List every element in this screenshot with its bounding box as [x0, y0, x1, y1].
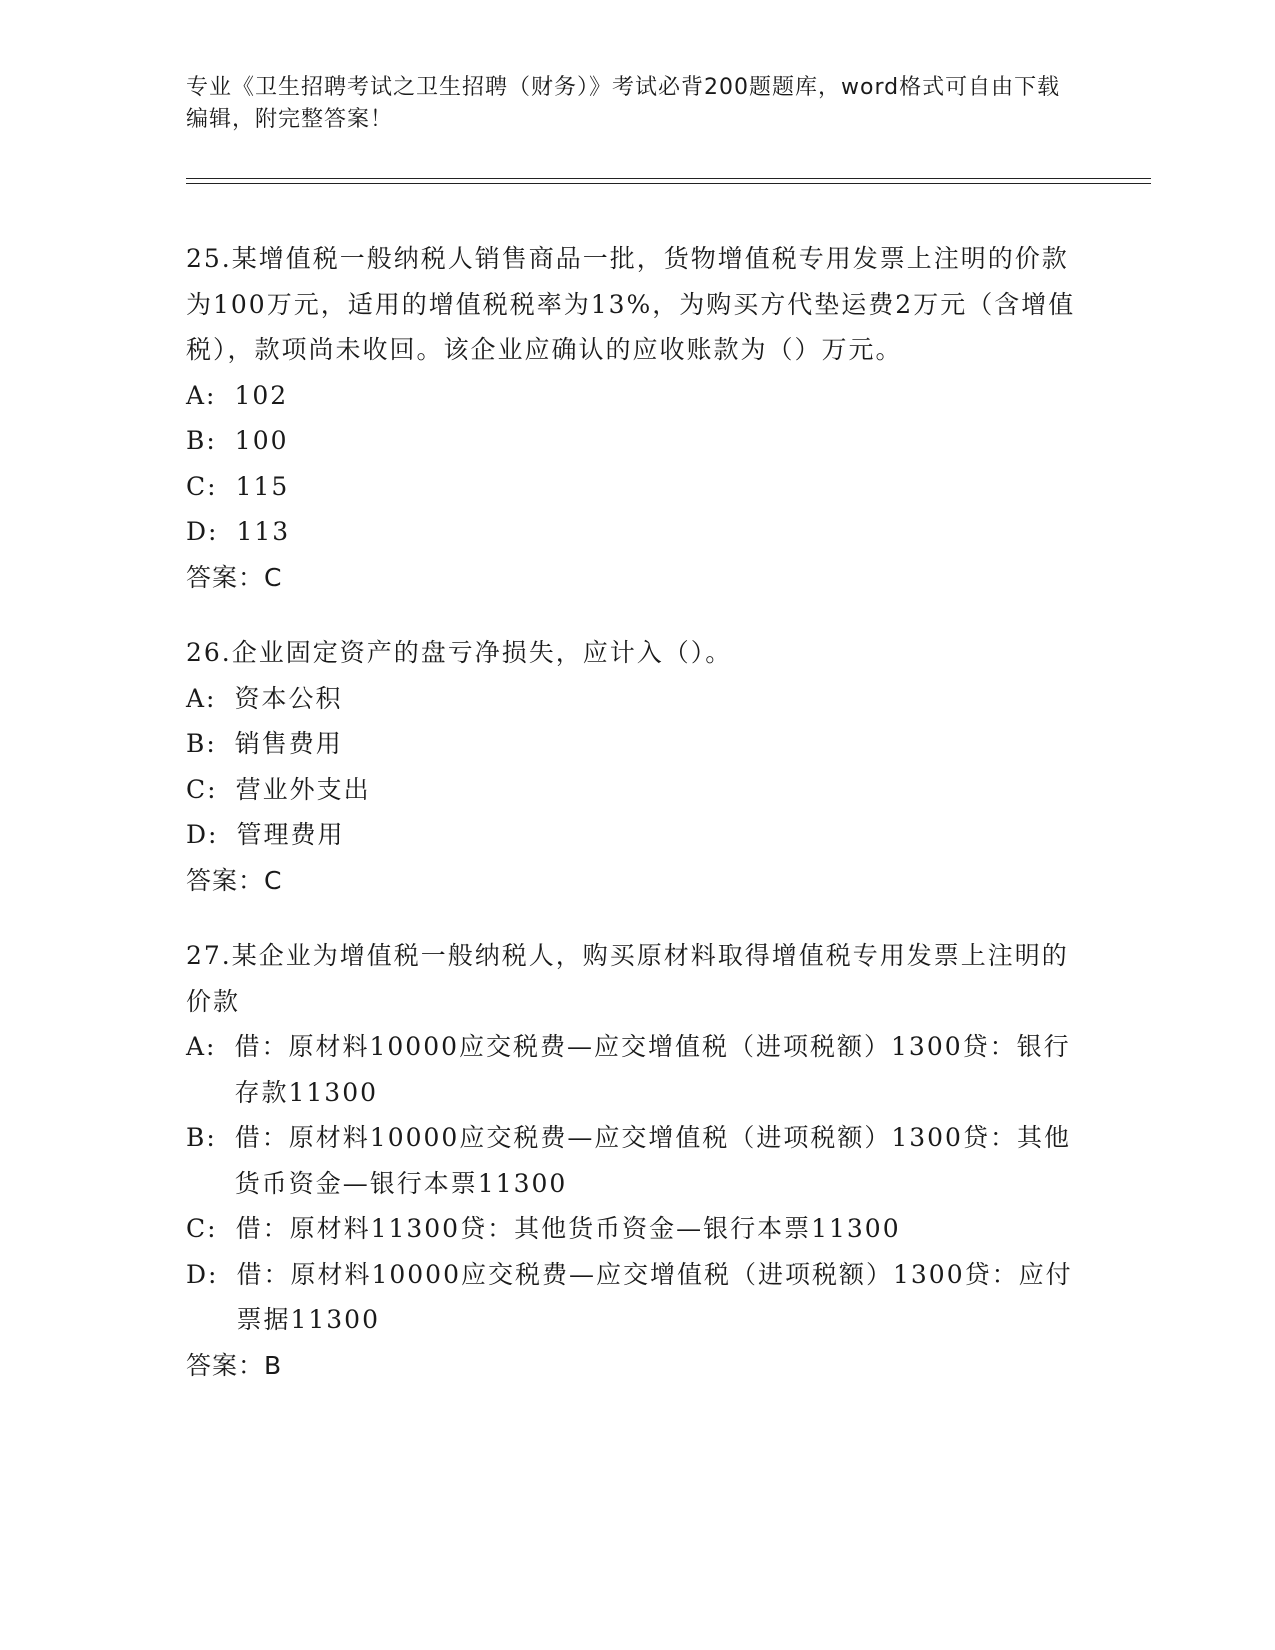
option-key: D:: [186, 517, 219, 546]
question-26: [186, 630, 1086, 903]
option-key: A:: [186, 683, 217, 713]
question-25: [186, 236, 1086, 600]
option-text: 营业外支出: [235, 774, 371, 804]
option-c: [186, 1206, 1086, 1252]
option-text: 借：原材料10000应交税费—应交增值税（进项税额）1300贷：银行存款11300: [234, 1032, 1071, 1107]
option-text: 管理费用: [236, 820, 345, 849]
answer-line: 答案：C: [186, 562, 283, 592]
option-c: [186, 464, 1086, 510]
option-key: C:: [186, 1214, 218, 1243]
answer-line: 答案：C: [186, 865, 283, 895]
option-text: 借：原材料11300贷：其他货币资金—银行本票11300: [235, 1214, 901, 1243]
option-d: [186, 812, 1086, 858]
question-list: [186, 236, 1086, 1418]
option-text: 借：原材料10000应交税费—应交增值税（进项税额）1300贷：其他货币资金—银行本票11300: [234, 1123, 1071, 1198]
option-text: 销售费用: [234, 729, 343, 758]
option-key: A:: [186, 1032, 217, 1061]
option-key: D:: [186, 820, 219, 849]
header-divider-top: [186, 178, 1151, 179]
option-key: B:: [186, 426, 217, 455]
option-text: 资本公积: [234, 683, 343, 713]
question-27: [186, 933, 1086, 1388]
option-b: [186, 721, 1086, 767]
option-a: [186, 1024, 1086, 1115]
question-stem: 27.某企业为增值税一般纳税人，购买原材料取得增值税专用发票上注明的价款: [186, 941, 1069, 1016]
option-d: [186, 509, 1086, 555]
option-key: D:: [186, 1259, 219, 1289]
option-key: C:: [186, 774, 218, 804]
option-text: 100: [234, 426, 289, 455]
option-key: B:: [186, 729, 217, 758]
option-a: [186, 373, 1086, 419]
header-divider-bottom: [186, 183, 1151, 184]
option-b: [186, 1115, 1086, 1206]
option-d: [186, 1252, 1086, 1343]
option-key: B:: [186, 1123, 217, 1152]
option-b: [186, 418, 1086, 464]
option-c: [186, 767, 1086, 813]
option-text: 115: [235, 471, 290, 501]
question-stem: 25.某增值税一般纳税人销售商品一批，货物增值税专用发票上注明的价款为100万元，适用的增值税税率为13%，为购买方代垫运费2万元（含增值税），款项尚未收回。该企业应确认的应收账款为（）万元。: [186, 244, 1076, 364]
option-key: A:: [186, 380, 217, 410]
option-key: C:: [186, 471, 218, 501]
option-a: [186, 676, 1086, 722]
option-text: 113: [236, 517, 291, 546]
option-text: 102: [234, 380, 289, 410]
answer-line: 答案：B: [186, 1350, 283, 1380]
option-text: 借：原材料10000应交税费—应交增值税（进项税额）1300贷：应付票据11300: [236, 1259, 1073, 1334]
document-header: 专业《卫生招聘考试之卫生招聘（财务）》考试必背200题题库，word格式可自由下载编辑，附完整答案！: [186, 75, 1061, 132]
question-stem: 26.企业固定资产的盘亏净损失，应计入（）。: [186, 638, 733, 667]
